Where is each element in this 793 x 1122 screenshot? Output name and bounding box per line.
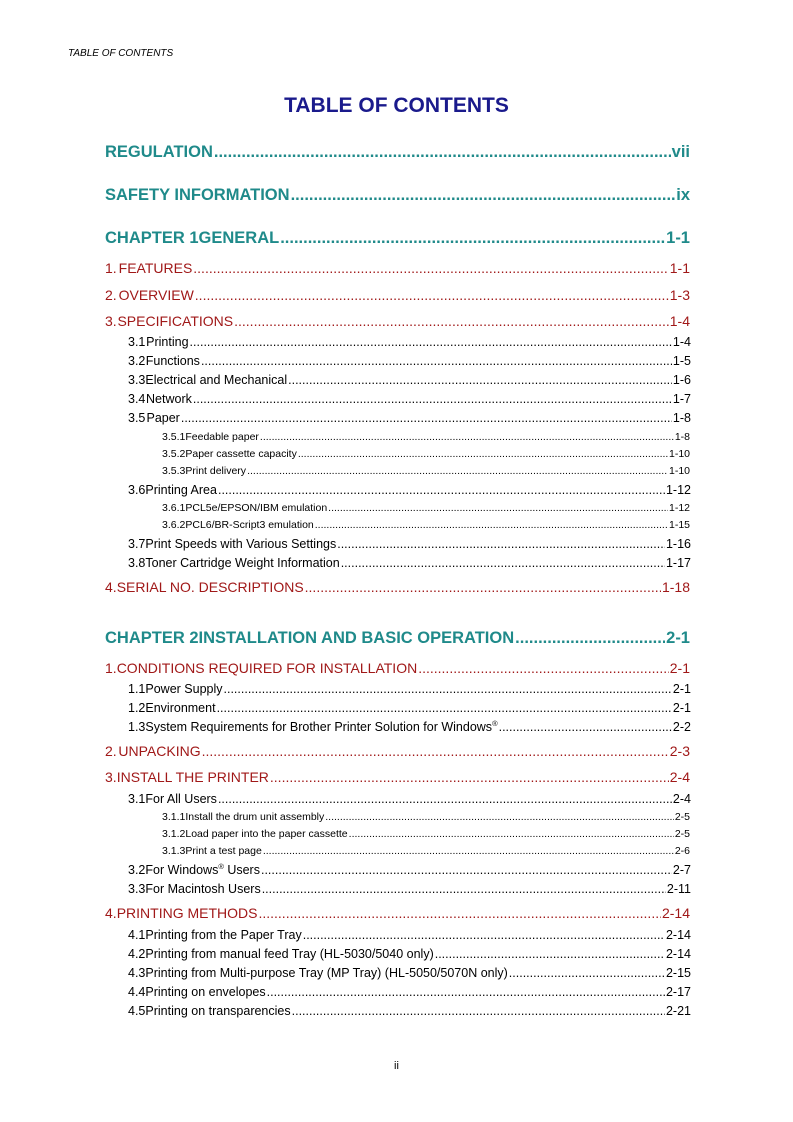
toc-page: 2-7 bbox=[672, 863, 691, 877]
toc-page: 2-5 bbox=[674, 828, 690, 840]
dot-leader bbox=[291, 186, 676, 205]
dot-leader bbox=[280, 229, 665, 248]
dot-leader bbox=[262, 882, 666, 896]
toc-entry[interactable] bbox=[128, 392, 691, 406]
dot-leader bbox=[190, 335, 672, 349]
dot-leader bbox=[515, 629, 665, 648]
toc-page: 1-15 bbox=[668, 519, 690, 531]
toc-number: 1. bbox=[105, 260, 117, 276]
toc-number: 3.3 bbox=[128, 882, 146, 896]
toc-title: OVERVIEW bbox=[118, 287, 194, 303]
toc-title: Printing from the Paper Tray bbox=[145, 928, 302, 942]
dot-leader bbox=[193, 392, 672, 406]
toc-number: 3.6 bbox=[128, 483, 146, 497]
toc-entry-regulation[interactable] bbox=[105, 143, 690, 162]
toc-title: Printing Area bbox=[145, 483, 217, 497]
toc-title: PCL5e/EPSON/IBM emulation bbox=[185, 502, 328, 514]
toc-title: Power Supply bbox=[145, 682, 223, 696]
dot-leader bbox=[303, 928, 665, 942]
toc-title: GENERAL bbox=[198, 229, 280, 247]
toc-entry[interactable] bbox=[128, 537, 691, 551]
toc-entry[interactable] bbox=[128, 882, 691, 896]
toc-title: Toner Cartridge Weight Information bbox=[145, 556, 340, 570]
toc-entry[interactable] bbox=[162, 519, 690, 531]
dot-leader bbox=[263, 845, 674, 857]
dot-leader bbox=[315, 519, 668, 531]
toc-title: SPECIFICATIONS bbox=[117, 313, 234, 329]
toc-title: PRINTING METHODS bbox=[116, 905, 258, 921]
toc-entry[interactable] bbox=[128, 682, 691, 696]
dot-leader bbox=[181, 411, 672, 425]
toc-entry[interactable] bbox=[105, 287, 690, 303]
toc-page: 2-1 bbox=[666, 629, 690, 647]
toc-chapter-1[interactable] bbox=[105, 229, 690, 248]
toc-title-text: Users bbox=[223, 863, 260, 877]
toc-title: REGULATION bbox=[105, 143, 213, 161]
toc-page: 1-12 bbox=[665, 483, 691, 497]
toc-title: PCL6/BR-Script3 emulation bbox=[185, 519, 314, 531]
toc-page: 2-4 bbox=[669, 769, 690, 785]
dot-leader bbox=[224, 682, 672, 696]
dot-leader bbox=[258, 905, 661, 921]
toc-title: For Macintosh Users bbox=[145, 882, 261, 896]
dot-leader bbox=[341, 556, 665, 570]
toc-title: Network bbox=[146, 392, 192, 406]
toc-entry-safety[interactable] bbox=[105, 186, 690, 205]
toc-title: Print Speeds with Various Settings bbox=[145, 537, 337, 551]
toc-entry[interactable] bbox=[128, 947, 691, 961]
toc-entry[interactable] bbox=[128, 1004, 691, 1018]
toc-entry[interactable] bbox=[128, 411, 691, 425]
toc-entry[interactable] bbox=[105, 743, 690, 759]
dot-leader bbox=[270, 769, 669, 785]
registered-mark: ® bbox=[492, 718, 498, 728]
toc-number: 3.1 bbox=[128, 335, 146, 349]
toc-title: Printing on envelopes bbox=[145, 985, 266, 999]
toc-number: 4. bbox=[105, 579, 117, 595]
toc-number: 3.5.3 bbox=[162, 465, 186, 477]
toc-page: 2-3 bbox=[669, 743, 690, 759]
toc-title: SAFETY INFORMATION bbox=[105, 186, 290, 204]
toc-chapter-2[interactable] bbox=[105, 629, 690, 648]
toc-number: 4.5 bbox=[128, 1004, 146, 1018]
dot-leader bbox=[349, 828, 674, 840]
dot-leader bbox=[328, 502, 668, 514]
toc-entry[interactable] bbox=[162, 811, 690, 823]
toc-title: Paper cassette capacity bbox=[185, 448, 297, 460]
toc-entry[interactable] bbox=[128, 928, 691, 942]
toc-number: 4.2 bbox=[128, 947, 146, 961]
toc-page: 1-8 bbox=[674, 431, 690, 443]
toc-entry[interactable] bbox=[105, 313, 690, 329]
toc-entry[interactable] bbox=[162, 465, 690, 477]
toc-entry[interactable] bbox=[162, 502, 690, 514]
toc-page: 1-7 bbox=[672, 392, 691, 406]
toc-page: 2-11 bbox=[666, 882, 691, 896]
dot-leader bbox=[217, 701, 672, 715]
toc-page: 2-1 bbox=[672, 701, 691, 715]
toc-page: 1-5 bbox=[672, 354, 691, 368]
toc-page: 1-18 bbox=[661, 579, 690, 595]
toc-entry[interactable] bbox=[128, 720, 691, 734]
toc-page: 2-1 bbox=[669, 660, 690, 676]
toc-number: 4.3 bbox=[128, 966, 146, 980]
toc-title: Paper bbox=[146, 411, 180, 425]
dot-leader bbox=[298, 448, 668, 460]
toc-entry[interactable] bbox=[128, 701, 691, 715]
toc-page: 1-8 bbox=[672, 411, 691, 425]
toc-number: 3.2 bbox=[128, 863, 146, 877]
toc-title: Feedable paper bbox=[185, 431, 259, 443]
toc-entry[interactable] bbox=[128, 483, 691, 497]
toc-page: 2-2 bbox=[672, 720, 691, 734]
registered-mark: ® bbox=[218, 861, 224, 871]
dot-leader bbox=[247, 465, 668, 477]
toc-entry[interactable] bbox=[128, 373, 691, 387]
toc-number: 3.1.1 bbox=[162, 811, 186, 823]
toc-number: 3.1.3 bbox=[162, 845, 186, 857]
toc-title: FEATURES bbox=[118, 260, 193, 276]
toc-title bbox=[145, 720, 497, 734]
dot-leader bbox=[218, 483, 665, 497]
toc-entry[interactable] bbox=[105, 905, 690, 921]
toc-number: 3.1 bbox=[128, 792, 146, 806]
toc-title: INSTALL THE PRINTER bbox=[116, 769, 269, 785]
dot-leader bbox=[202, 743, 669, 759]
dot-leader bbox=[499, 720, 672, 734]
dot-leader bbox=[193, 260, 668, 276]
toc-entry[interactable] bbox=[128, 863, 691, 877]
toc-title: Install the drum unit assembly bbox=[185, 811, 325, 823]
toc-number: 3.7 bbox=[128, 537, 146, 551]
toc-title: Printing on transparencies bbox=[145, 1004, 291, 1018]
toc-number: 3. bbox=[105, 313, 117, 329]
toc-page: 1-17 bbox=[665, 556, 691, 570]
toc-title-text: For Windows bbox=[145, 863, 219, 877]
toc-number: 3.5.2 bbox=[162, 448, 186, 460]
toc-page: 2-5 bbox=[674, 811, 690, 823]
toc-number: 1. bbox=[105, 660, 117, 676]
toc-page: 2-4 bbox=[672, 792, 691, 806]
toc-entry[interactable] bbox=[128, 556, 691, 570]
dot-leader bbox=[418, 660, 669, 676]
toc-page: 1-16 bbox=[665, 537, 691, 551]
toc-title: Printing bbox=[146, 335, 189, 349]
toc-number: 3. bbox=[105, 769, 117, 785]
toc-number: 3.8 bbox=[128, 556, 146, 570]
toc-page: 1-10 bbox=[668, 448, 690, 460]
page-number: ii bbox=[394, 1060, 399, 1072]
toc-number: 3.6.2 bbox=[162, 519, 186, 531]
dot-leader bbox=[435, 947, 665, 961]
toc-page: 2-21 bbox=[665, 1004, 691, 1018]
dot-leader bbox=[260, 431, 674, 443]
toc-page: 2-14 bbox=[661, 905, 690, 921]
toc-number: 1.2 bbox=[128, 701, 146, 715]
toc-entry[interactable] bbox=[162, 828, 690, 840]
toc-page: 2-1 bbox=[672, 682, 691, 696]
toc-title: Functions bbox=[145, 354, 200, 368]
toc-page: 2-6 bbox=[674, 845, 690, 857]
toc-page: 1-3 bbox=[669, 287, 690, 303]
toc-title bbox=[145, 863, 260, 877]
toc-page: 1-1 bbox=[669, 260, 690, 276]
page-title: TABLE OF CONTENTS bbox=[284, 94, 509, 117]
toc-title: Print delivery bbox=[185, 465, 247, 477]
toc-entry[interactable] bbox=[105, 260, 690, 276]
toc-page: 1-4 bbox=[672, 335, 691, 349]
dot-leader bbox=[288, 373, 672, 387]
toc-number: 4.4 bbox=[128, 985, 146, 999]
toc-title: CONDITIONS REQUIRED FOR INSTALLATION bbox=[116, 660, 418, 676]
toc-title: Printing from Multi-purpose Tray (MP Tray) (HL-5050/5070N only) bbox=[145, 966, 508, 980]
dot-leader bbox=[218, 792, 672, 806]
toc-entry[interactable] bbox=[128, 335, 691, 349]
toc-number: 3.2 bbox=[128, 354, 146, 368]
toc-entry[interactable] bbox=[105, 769, 690, 785]
toc-number: 1.3 bbox=[128, 720, 146, 734]
toc-number: 3.4 bbox=[128, 392, 146, 406]
toc-title: Electrical and Mechanical bbox=[145, 373, 288, 387]
toc-page: ix bbox=[676, 186, 690, 204]
dot-leader bbox=[509, 966, 665, 980]
dot-leader bbox=[234, 313, 669, 329]
dot-leader bbox=[337, 537, 665, 551]
toc-title: Environment bbox=[145, 701, 216, 715]
toc-entry[interactable] bbox=[162, 431, 690, 443]
dot-leader bbox=[195, 287, 669, 303]
toc-number: 3.5 bbox=[128, 411, 146, 425]
toc-title: UNPACKING bbox=[118, 743, 201, 759]
toc-entry[interactable] bbox=[128, 354, 691, 368]
toc-entry[interactable] bbox=[105, 579, 690, 595]
dot-leader bbox=[201, 354, 672, 368]
toc-title: Print a test page bbox=[185, 845, 262, 857]
toc-entry[interactable] bbox=[162, 448, 690, 460]
toc-page: 2-15 bbox=[665, 966, 691, 980]
toc-page: 2-14 bbox=[665, 928, 691, 942]
toc-number: 2. bbox=[105, 743, 117, 759]
toc-number: 3.1.2 bbox=[162, 828, 186, 840]
toc-number: 3.5.1 bbox=[162, 431, 186, 443]
toc-page: 1-10 bbox=[668, 465, 690, 477]
toc-title: Printing from manual feed Tray (HL-5030/5040 only) bbox=[145, 947, 434, 961]
toc-number: 1.1 bbox=[128, 682, 146, 696]
toc-page: 1-4 bbox=[669, 313, 690, 329]
toc-number: CHAPTER 1 bbox=[105, 229, 199, 247]
toc-entry[interactable] bbox=[162, 845, 690, 857]
toc-page: 2-17 bbox=[665, 985, 691, 999]
toc-page: 1-6 bbox=[672, 373, 691, 387]
toc-entry[interactable] bbox=[128, 792, 691, 806]
toc-title-text: System Requirements for Brother Printer Solution for Windows bbox=[145, 720, 493, 734]
dot-leader bbox=[305, 579, 661, 595]
toc-title: For All Users bbox=[145, 792, 217, 806]
toc-title: SERIAL NO. DESCRIPTIONS bbox=[116, 579, 304, 595]
dot-leader bbox=[325, 811, 674, 823]
toc-page: 1-1 bbox=[666, 229, 690, 247]
toc-number: 4.1 bbox=[128, 928, 146, 942]
toc-page: 2-14 bbox=[665, 947, 691, 961]
toc-number: CHAPTER 2 bbox=[105, 629, 199, 647]
dot-leader bbox=[292, 1004, 665, 1018]
toc-entry[interactable] bbox=[128, 966, 691, 980]
toc-title: Load paper into the paper cassette bbox=[185, 828, 348, 840]
toc-number: 3.6.1 bbox=[162, 502, 186, 514]
toc-title: INSTALLATION AND BASIC OPERATION bbox=[198, 629, 515, 647]
toc-number: 2. bbox=[105, 287, 117, 303]
toc-page: 1-12 bbox=[668, 502, 690, 514]
toc-page: vii bbox=[671, 143, 690, 161]
toc-entry[interactable] bbox=[128, 985, 691, 999]
toc-number: 4. bbox=[105, 905, 117, 921]
running-header: TABLE OF CONTENTS bbox=[68, 48, 174, 59]
dot-leader bbox=[267, 985, 665, 999]
dot-leader bbox=[214, 143, 671, 162]
toc-entry[interactable] bbox=[105, 660, 690, 676]
toc-number: 3.3 bbox=[128, 373, 146, 387]
dot-leader bbox=[261, 863, 672, 877]
